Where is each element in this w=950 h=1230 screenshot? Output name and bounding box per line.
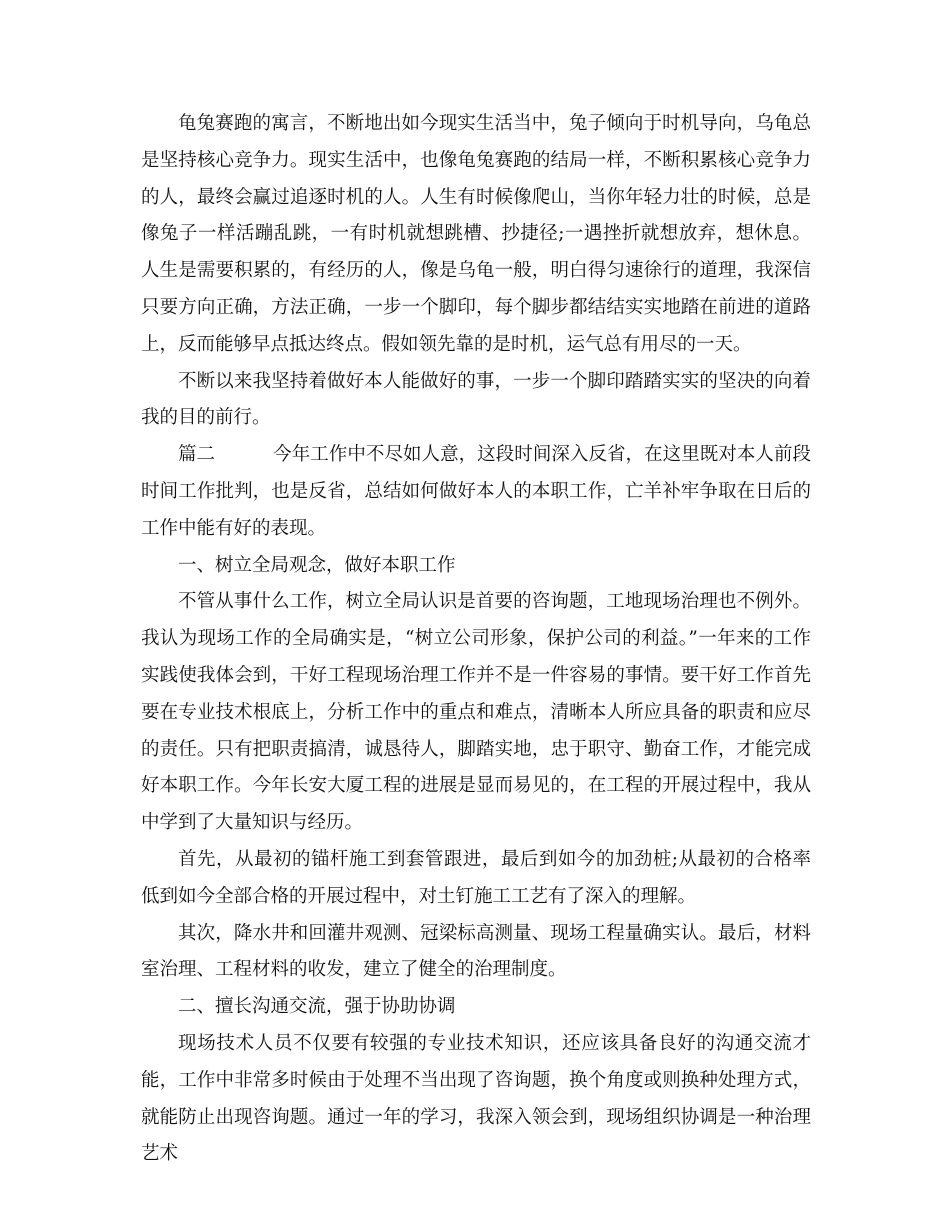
paragraph-first: 首先，从最初的锚杆施工到套管跟进，最后到如今的加劲桩;从最初的合格率低到如今全部合格的开展过程中，对土钉施工工艺有了深入的理解。 bbox=[141, 848, 811, 907]
heading-communication: 二、擅长沟通交流，强于协助协调 bbox=[178, 996, 456, 1018]
section-two-text: 今年工作中不尽如人意，这段时间深入反省，在这里既对本人前段时间工作批判，也是反省，总结如何做好本人的本职工作，亡羊补牢争取在日后的工作中能有好的表现。 bbox=[141, 444, 811, 539]
paragraph-tortoise-hare: 龟兔赛跑的寓言，不断地出如今现实生活当中，兔子倾向于时机导向，乌龟总是坚持核心竞争力。现实生活中，也像龟兔赛跑的结局一样，不断积累核心竞争力的人，最终会赢过追逐时机的人。人生有时候像爬山，当你年轻力壮的时候，总是像兔子一样活蹦乱跳，一有时机就想跳槽、抄捷径;一遇挫折就想放弃，想休息。人生是需要积累的，有经历的人，像是乌龟一般，明白得匀速徐行的道理，我深信只要方向正确，方法正确，一步一个脚印，每个脚步都结结实实地踏在前进的道路上，反而能够早点抵达终点。假如领先靠的是时机，运气总有用尽的一天。 bbox=[141, 113, 811, 355]
paragraph-communication: 现场技术人员不仅要有较强的专业技术知识，还应该具备良好的沟通交流才能，工作中非常多时候由于处理不当出现了咨询题，换个角度或则换种处理方式，就能防止出现咨询题。通过一年的学习，我深入领会到，现场组织协调是一种治理艺术 bbox=[141, 1032, 811, 1165]
section-two-label: 篇二 bbox=[178, 444, 216, 466]
document-body bbox=[141, 106, 811, 1173]
paragraph-section-two bbox=[141, 437, 811, 547]
paragraph-steady-progress: 不断以来我坚持着做好本人能做好的事，一步一个脚印踏踏实实的坚决的向着我的目的前行。 bbox=[141, 370, 811, 429]
paragraph-second: 其次，降水井和回灌井观测、冠梁标高测量、现场工程量确实认。最后，材料室治理、工程材料的收发，建立了健全的治理制度。 bbox=[141, 922, 811, 981]
paragraph-overall-awareness: 不管从事什么工作，树立全局认识是首要的咨询题，工地现场治理也不例外。我认为现场工作的全局确实是，“树立公司形象，保护公司的利益。”一年来的工作实践使我体会到，干好工程现场治理工作并不是一件容易的事情。要干好工作首先要在专业技术根底上，分析工作中的重点和难点，清晰本人所应具备的职责和应尽的责任。只有把职责搞清，诚恳待人，脚踏实地，忠于职守、勤奋工作，才能完成好本职工作。今年长安大厦工程的进展是显而易见的，在工程的开展过程中，我从中学到了大量知识与经历。 bbox=[141, 591, 811, 834]
heading-overall-view: 一、树立全局观念，做好本职工作 bbox=[178, 554, 456, 576]
